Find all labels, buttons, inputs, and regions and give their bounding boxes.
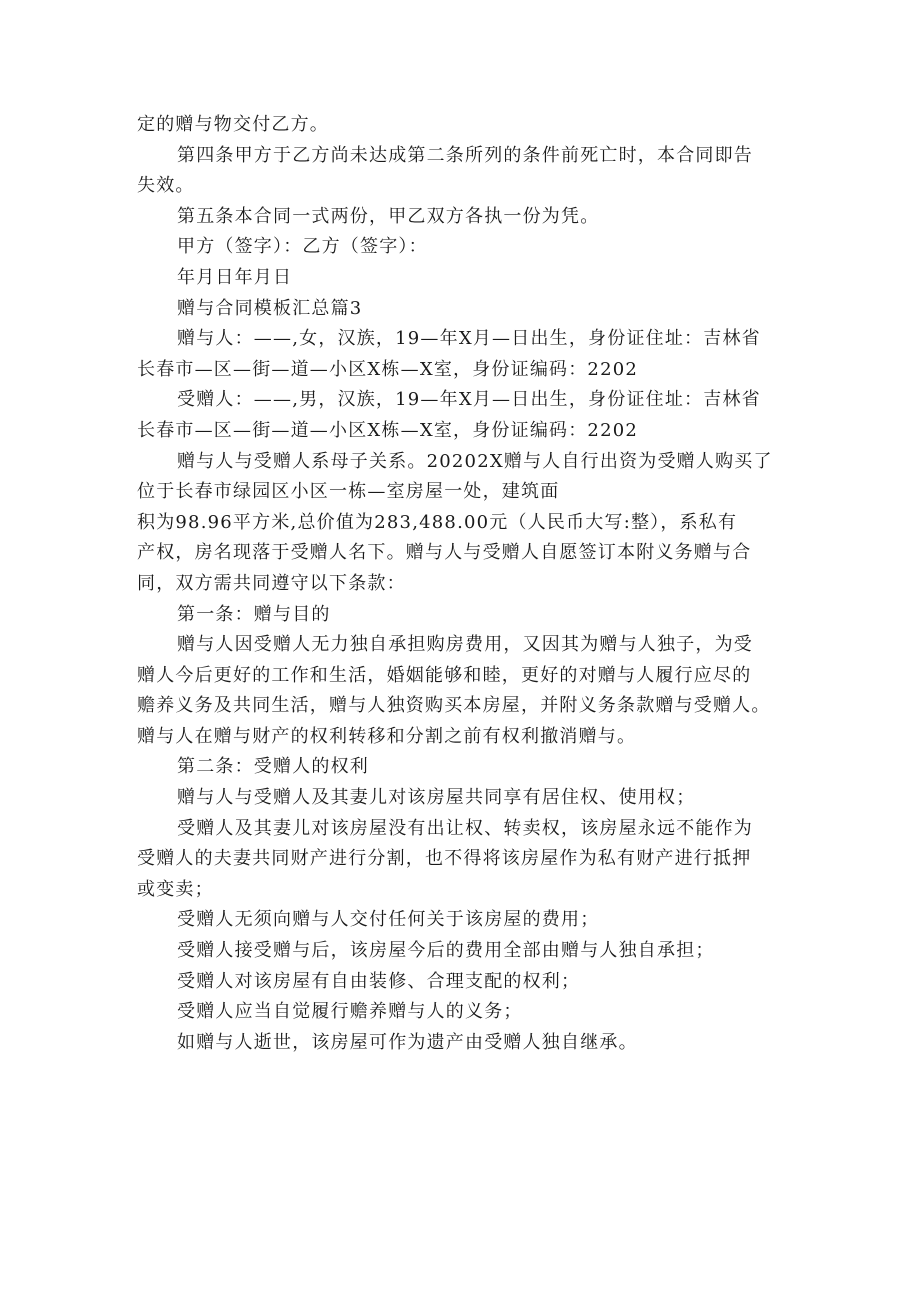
- clause-heading: 第二条：受赠人的权利: [177, 756, 369, 778]
- document-body: [137, 110, 792, 1058]
- text-line: 赠与人在赠与财产的权利转移和分割之前有权利撤消赠与。: [137, 725, 637, 747]
- text-line: 受赠人的夫妻共同财产进行分割，也不得将该房屋作为私有财产进行抵押: [137, 848, 752, 870]
- text-line: 位于长春市绿园区小区一栋—室房屋一处，建筑面: [137, 481, 560, 503]
- text-line: 赠与人与受赠人系母子关系。20202X赠与人自行出资为受赠人购买了: [177, 450, 773, 472]
- section-heading: 赠与合同模板汇总篇3: [177, 297, 363, 319]
- signature-line: 甲方（签字）：乙方（签字）：: [177, 236, 428, 258]
- text-line: 同，双方需共同遵守以下条款：: [137, 572, 406, 594]
- text-line: 受赠人接受赠与后，该房屋今后的费用全部由赠与人独自承担；: [177, 940, 715, 962]
- text-line: 赠人今后更好的工作和生活，婚姻能够和睦，更好的对赠与人履行应尽的: [137, 664, 752, 686]
- text-line: 赠与人：——,女，汉族，19—年X月—日出生，身份证住址：吉林省: [177, 328, 761, 350]
- text-line: 受赠人无须向赠与人交付任何关于该房屋的费用；: [177, 909, 600, 931]
- date-line: 年月日年月日: [177, 266, 293, 288]
- text-line: 赠与人因受赠人无力独自承担购房费用，又因其为赠与人独子，为受: [177, 634, 753, 656]
- text-line: 或变卖；: [137, 878, 214, 900]
- text-line: 受赠人应当自觉履行赡养赠与人的义务；: [177, 1001, 523, 1023]
- text-line: 定的赠与物交付乙方。: [137, 114, 329, 135]
- text-line: 赡养义务及共同生活，赠与人独资购买本房屋，并附义务条款赠与受赠人。: [137, 695, 771, 717]
- text-line: 受赠人：——,男，汉族，19—年X月—日出生，身份证住址：吉林省: [177, 389, 761, 411]
- text-line: 长春市—区—街—道—小区X栋—X室，身份证编码：2202: [137, 419, 639, 441]
- text-line: 如赠与人逝世，该房屋可作为遗产由受赠人独自继承。: [177, 1031, 638, 1053]
- text-line: 积为98.96平方米,总价值为283,488.00元（人民币大写:整），系私有: [137, 511, 738, 533]
- text-line: 失效。: [137, 175, 195, 197]
- text-line: 长春市—区—街—道—小区X栋—X室，身份证编码：2202: [137, 358, 639, 380]
- text-line: 第四条甲方于乙方尚未达成第二条所列的条件前死亡时，本合同即告: [177, 144, 753, 166]
- clause-heading: 第一条：赠与目的: [177, 603, 331, 625]
- text-line: 受赠人对该房屋有自由装修、合理支配的权利；: [177, 970, 581, 992]
- text-line: 第五条本合同一式两份，甲乙双方各执一份为凭。: [177, 205, 600, 227]
- text-line: 产权，房名现落于受赠人名下。赠与人与受赠人自愿签订本附义务赠与合: [137, 542, 752, 564]
- text-line: 受赠人及其妻儿对该房屋没有出让权、转卖权，该房屋永远不能作为: [177, 817, 753, 839]
- text-line: 赠与人与受赠人及其妻儿对该房屋共同享有居住权、使用权；: [177, 787, 696, 809]
